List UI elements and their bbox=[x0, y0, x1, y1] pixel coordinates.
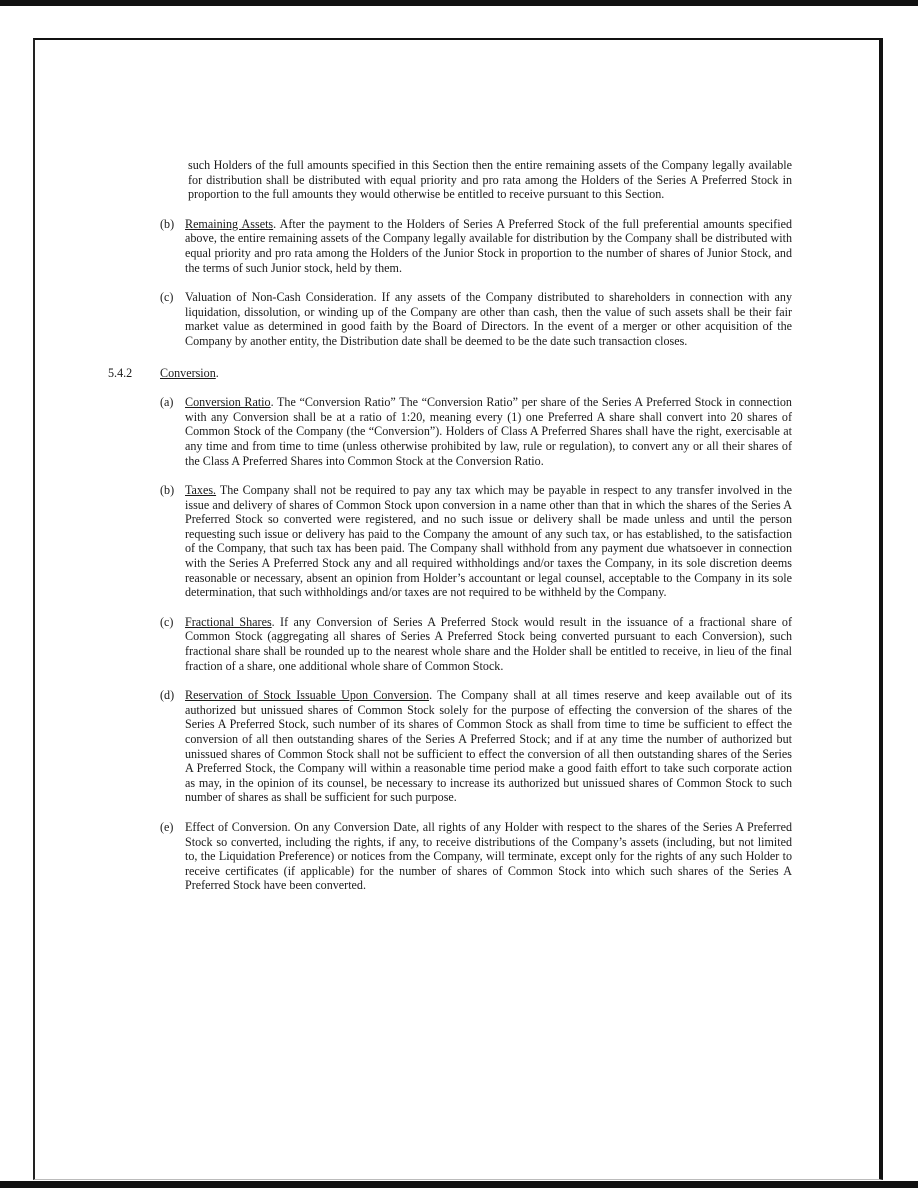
item-heading: Remaining Assets bbox=[185, 216, 274, 231]
item-body bbox=[185, 615, 792, 673]
scan-edge-top bbox=[0, 0, 918, 6]
item-valuation-non-cash bbox=[108, 290, 792, 348]
item-label: (b) bbox=[160, 216, 175, 231]
item-body bbox=[185, 217, 792, 275]
item-remaining-assets bbox=[108, 217, 792, 275]
section-title: Conversion bbox=[160, 365, 216, 380]
item-body bbox=[185, 290, 792, 348]
item-heading: Reservation of Stock Issuable Upon Conversion bbox=[185, 688, 430, 703]
item-label: (d) bbox=[160, 688, 175, 703]
item-fractional-shares bbox=[108, 615, 792, 673]
item-body bbox=[185, 688, 792, 805]
item-text: . After the payment to the Holders of Series A Preferred Stock of the full preferential amounts specified above, the entire remaining assets of the Company legally available for distribution by the Company shall be distributed with equal priority and pro rata among the Holders of the Junior Stock in proportion to the number of shares of Junior Stock, and the terms of such Junior stock, held by them. bbox=[185, 216, 792, 275]
section-conversion-heading bbox=[108, 366, 792, 381]
item-reservation-of-stock bbox=[108, 688, 792, 805]
item-effect-of-conversion bbox=[108, 820, 792, 893]
scan-edge-bottom bbox=[0, 1181, 918, 1188]
item-text: . The Company shall at all times reserve and keep available out of its authorized but unissued shares of Common Stock solely for the purpose of effecting the conversion of the shares of the Series A Preferred Stock, such number of its shares of Common Stock as shall from time to time be sufficient to effect the conversion of all then outstanding shares of the Series A Preferred Stock; and if at any time the number of authorized but unissued shares of Common Stock shall not be sufficient to effect the conversion of all then outstanding shares of the Series A Preferred Stock, the Company will within a reasonable time period make a good faith effort to take such corporate action as may, in the opinion of its counsel, be necessary to increase its authorized but unissued shares of Common Stock to such number of shares as shall be sufficient for such purpose. bbox=[185, 688, 792, 805]
item-label: (c) bbox=[160, 290, 174, 305]
item-text: . If any Conversion of Series A Preferred Stock would result in the issuance of a fractional share of Common Stock (aggregating all shares of Series A Preferred Stock being converted pursuant to each Conversion), such fractional share shall be rounded up to the nearest whole share and the Holder shall be entitled to receive, in lieu of the final fraction of a share, one additional whole share of Common Stock. bbox=[185, 614, 792, 673]
item-text: . If any assets of the Company distributed to shareholders in connection with any liquidation, dissolution, or winding up of the Company are other than cash, then the value of such assets shall be their fair market value as determined in good faith by the Board of Directors. In the event of a merger or other acquisition of the Company by another entity, the Distribution date shall be deemed to be the date such transaction closes. bbox=[185, 290, 792, 348]
item-text: . The “Conversion Ratio” The “Conversion Ratio” per share of the Series A Preferred Stock in connection with any Conversion shall be at a ratio of 1:20, meaning every (1) one Preferred A share shall convert into 20 shares of Common Stock of the Company (the “Conversion”). Holders of Class A Preferred Shares shall have the right, exercisable at any time and from time to time (unless otherwise prohibited by law, rule or regulation), to convert any or all their shares of the Class A Preferred Shares into Common Stock at the Conversion Ratio. bbox=[185, 395, 792, 468]
item-heading: Effect of Conversion bbox=[185, 819, 288, 834]
document-page bbox=[108, 158, 792, 893]
item-label: (e) bbox=[160, 819, 174, 834]
item-heading: Conversion Ratio bbox=[185, 395, 271, 410]
item-heading: Fractional Shares bbox=[185, 614, 272, 629]
section-number: 5.4.2 bbox=[108, 365, 133, 380]
item-label: (b) bbox=[160, 483, 175, 498]
item-body bbox=[185, 483, 792, 600]
item-taxes bbox=[108, 483, 792, 600]
section-title-suffix: . bbox=[215, 365, 219, 380]
item-heading: Valuation of Non-Cash Consideration bbox=[185, 290, 374, 305]
item-body bbox=[185, 820, 792, 893]
item-text: The Company shall not be required to pay any tax which may be payable in respect to any transfer involved in the issue and delivery of shares of Common Stock upon conversion in a name other than that in which the shares of the Series A Preferred Stock so converted were registered, and no such issue or delivery shall be made unless and until the person requesting such issue or delivery has paid to the Company the amount of any such tax, or has established, to the satisfaction of the Company, that such tax has been paid. The Company shall withhold from any payment due whatsoever in connection with the Series A Preferred Stock any and all required withholdings and/or taxes the Company, in its sole discretion deems reasonable or necessary, absent an opinion from Holder’s accountant or legal counsel, acceptable to the Company in its sole determination, that such withholdings and/or taxes are not required to be withheld by the Company. bbox=[185, 483, 792, 600]
item-heading: Taxes. bbox=[185, 483, 217, 498]
item-label: (a) bbox=[160, 395, 174, 410]
item-body bbox=[185, 395, 792, 468]
item-text: . On any Conversion Date, all rights of any Holder with respect to the shares of the Series A Preferred Stock so converted, including the rights, if any, to receive distributions of the Company’s assets (including, but not limited to, the Liquidation Preference) or notices from the Company, will terminate, except only for the rights of any such Holder to receive certificates (if applicable) for the number of shares of Common Stock into which such shares of the Series A Preferred Stock have been converted. bbox=[185, 819, 792, 893]
item-conversion-ratio bbox=[108, 395, 792, 468]
item-label: (c) bbox=[160, 614, 174, 629]
intro-paragraph: such Holders of the full amounts specified in this Section then the entire remaining assets of the Company legally available for distribution shall be distributed with equal priority and pro rata among the Holders of the Series A Preferred Stock in proportion to the full amounts they would otherwise be entitled to receive pursuant to this Section. bbox=[188, 158, 792, 202]
